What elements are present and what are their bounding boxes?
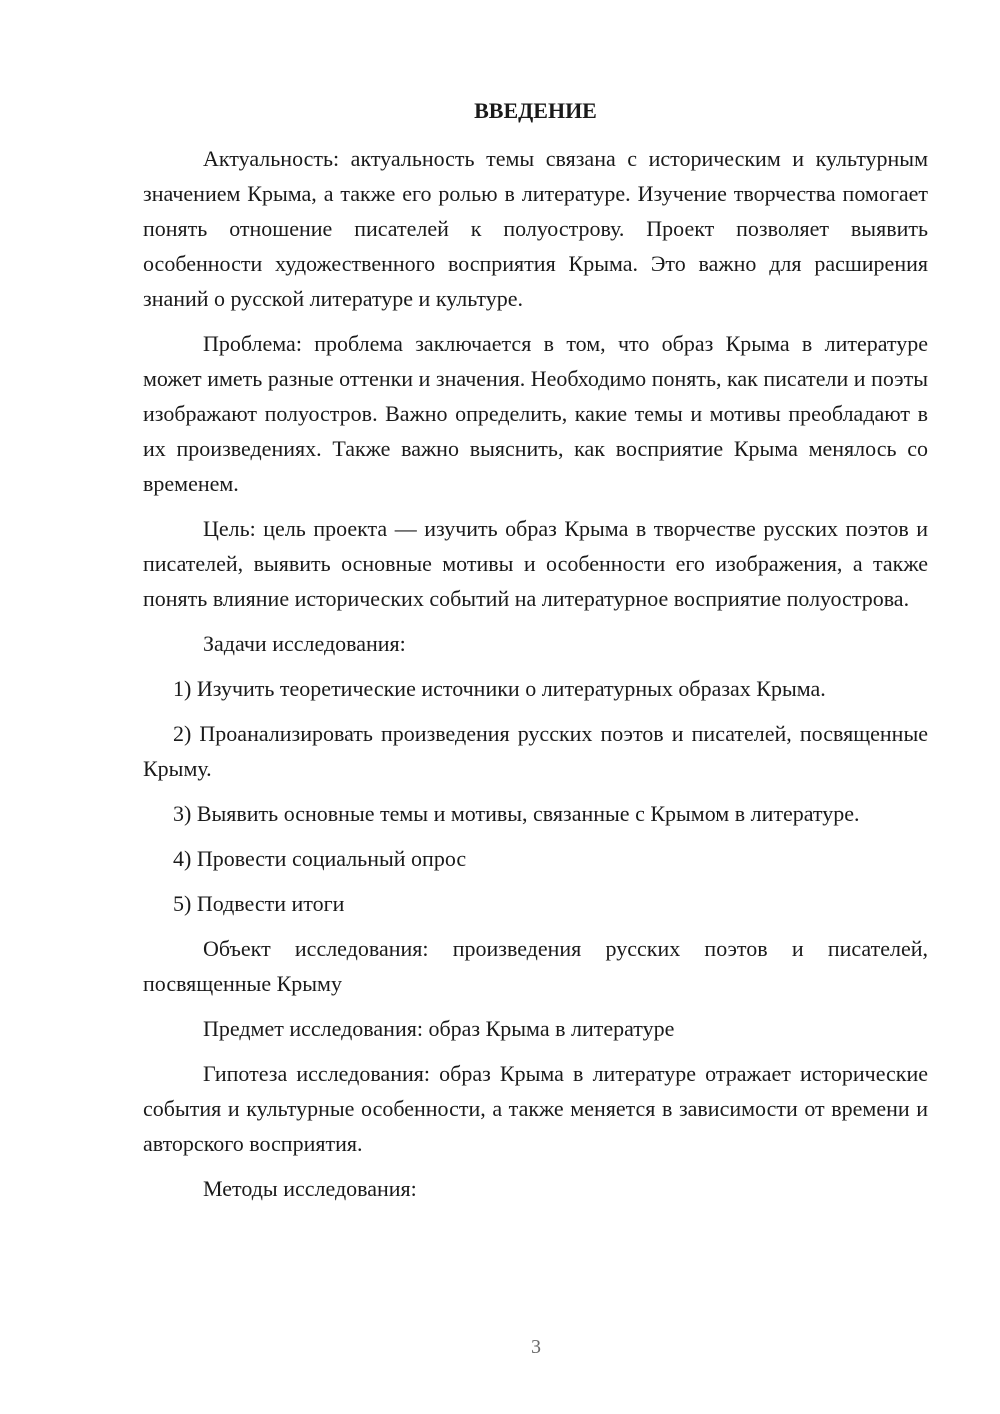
- paragraph-subject: Предмет исследования: образ Крыма в литературе: [203, 1016, 675, 1041]
- paragraph-tasks-heading: Задачи исследования:: [203, 631, 406, 656]
- paragraph-hypothesis: Гипотеза исследования: образ Крыма в литературе отражает исторические события и культурные особенности, а также меняется в зависимости от времени и авторского восприятия.: [143, 1061, 928, 1156]
- paragraph-object: Объект исследования: произведения русских поэтов и писателей, посвященные Крыму: [143, 936, 928, 996]
- task-item-4: 4) Провести социальный опрос: [173, 846, 467, 871]
- document-body: [143, 141, 928, 1216]
- paragraph-methods-heading: Методы исследования:: [203, 1176, 417, 1201]
- paragraph-relevance: Актуальность: актуальность темы связана с историческим и культурным значением Крыма, а также его ролью в литературе. Изучение творчества помогает понять отношение писателей к полуострову. Проект позволяет выявить особенности художественного восприятия Крыма. Это важно для расширения знаний о русской литературе и культуре.: [143, 146, 928, 311]
- paragraph-problem: Проблема: проблема заключается в том, что образ Крыма в литературе может иметь разные оттенки и значения. Необходимо понять, как писатели и поэты изображают полуостров. Важно определить, какие темы и мотивы преобладают в их произведениях. Также важно выяснить, как восприятие Крыма менялось со временем.: [143, 331, 928, 496]
- task-item-1: 1) Изучить теоретические источники о литературных образах Крыма.: [173, 676, 826, 701]
- task-item-5: 5) Подвести итоги: [173, 891, 345, 916]
- page-number: 3: [531, 1336, 541, 1358]
- task-item-2: 2) Проанализировать произведения русских поэтов и писателей, посвященные Крыму.: [143, 721, 928, 781]
- task-item-3: 3) Выявить основные темы и мотивы, связанные с Крымом в литературе.: [173, 801, 860, 826]
- page-title: ВВЕДЕНИЕ: [474, 98, 597, 123]
- paragraph-goal: Цель: цель проекта — изучить образ Крыма в творчестве русских поэтов и писателей, выявить основные мотивы и особенности его изображения, а также понять влияние исторических событий на литературное восприятие полуострова.: [143, 516, 928, 611]
